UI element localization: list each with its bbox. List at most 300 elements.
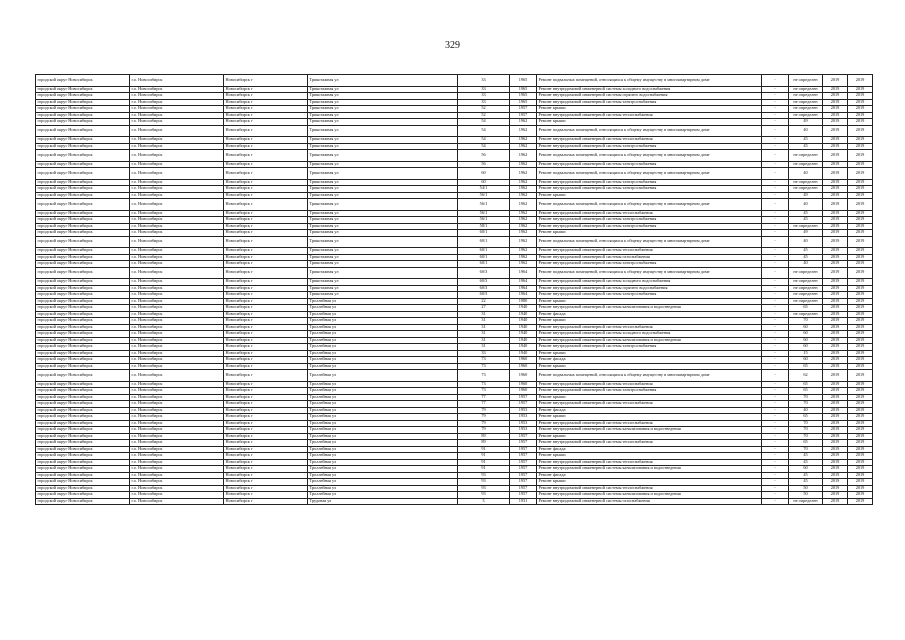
street-cell: Троллейная ул [308,479,458,486]
year-start-cell: 2019 [823,199,848,211]
work-type-cell: Ремонт крыши [537,394,762,401]
volume-cell: 65 [789,388,823,395]
street-cell: Троллейная ул [308,453,458,460]
work-type-cell: Ремонт подвальных помещений, относящихся к общему имуществу в многоквартирном доме [537,75,762,87]
year-end-cell: 2019 [848,223,873,230]
volume-cell: 60 [789,324,823,331]
house-cell: 73 [458,357,510,364]
work-type-cell: Ремонт внутридомовой инженерной системы канализования и водоотведения [537,427,762,434]
year-cell: 1962 [510,168,537,180]
dash-cell: - [762,93,789,100]
house-cell: 73 [458,370,510,382]
street-cell: Троллейная ул [308,311,458,318]
house-cell: 93 [458,485,510,492]
volume-cell: 49 [789,230,823,237]
work-type-cell: Ремонт подвальных помещений, относящихся к общему имуществу в многоквартирном доме [537,168,762,180]
municipality-cell: городской округ Новосибирск [36,305,130,312]
work-type-cell: Ремонт внутридомовой инженерной системы горячего водоснабжения [537,93,762,100]
dash-cell: - [762,433,789,440]
year-end-cell: 2019 [848,370,873,382]
municipality-cell: городской округ Новосибирск [36,179,130,186]
work-type-cell: Ремонт внутридомовой инженерной системы теплоснабжения [537,324,762,331]
house-cell: 79 [458,414,510,421]
dash-cell: - [762,337,789,344]
year-cell: 1957 [510,472,537,479]
work-type-cell: Ремонт крыши [537,414,762,421]
year-start-cell: 2019 [823,150,848,162]
street-cell: Троллейная ул [308,331,458,338]
work-type-cell: Ремонт крыши [537,318,762,325]
work-type-cell: Ремонт внутридомовой инженерной системы теплоснабжения [537,459,762,466]
settlement-cell: Новосибирск г [224,472,308,479]
dash-cell: - [762,394,789,401]
volume-cell: не определен [789,179,823,186]
year-start-cell: 2019 [823,498,848,505]
street-cell: Трикотажная ул [308,279,458,286]
street-cell: Трикотажная ул [308,210,458,217]
district-cell: г.о. Новосибирск [130,370,224,382]
municipality-cell: городской округ Новосибирск [36,344,130,351]
work-type-cell: Ремонт внутридомовой инженерной системы газоснабжения [537,498,762,505]
dash-cell: - [762,223,789,230]
settlement-cell: Новосибирск г [224,150,308,162]
settlement-cell: Новосибирск г [224,350,308,357]
street-cell: Троллейная ул [308,363,458,370]
settlement-cell: Новосибирск г [224,179,308,186]
municipality-cell: городской округ Новосибирск [36,370,130,382]
volume-cell: 62 [789,370,823,382]
settlement-cell: Новосибирск г [224,427,308,434]
municipality-cell: городской округ Новосибирск [36,381,130,388]
municipality-cell: городской округ Новосибирск [36,394,130,401]
house-cell: 79 [458,420,510,427]
works-table [35,74,873,505]
year-cell: 1957 [510,433,537,440]
municipality-cell: городской округ Новосибирск [36,285,130,292]
year-end-cell: 2019 [848,492,873,499]
dash-cell: - [762,292,789,299]
dash-cell: - [762,453,789,460]
dash-cell: - [762,407,789,414]
municipality-cell: городской округ Новосибирск [36,324,130,331]
district-cell: г.о. Новосибирск [130,254,224,261]
house-cell: 60/1 [458,261,510,268]
dash-cell: - [762,285,789,292]
street-cell: Троллейная ул [308,433,458,440]
volume-cell: 45 [789,248,823,255]
year-start-cell: 2019 [823,236,848,248]
year-cell: 1962 [510,192,537,199]
year-start-cell: 2019 [823,292,848,299]
municipality-cell: городской округ Новосибирск [36,106,130,113]
year-start-cell: 2019 [823,440,848,447]
house-cell: 77 [458,394,510,401]
district-cell: г.о. Новосибирск [130,331,224,338]
work-type-cell: Ремонт крыши [537,479,762,486]
street-cell: Троллейная ул [308,414,458,421]
district-cell: г.о. Новосибирск [130,498,224,505]
district-cell: г.о. Новосибирск [130,267,224,279]
year-start-cell: 2019 [823,125,848,137]
work-type-cell: Ремонт внутридомовой инженерной системы теплоснабжения [537,210,762,217]
year-cell: 1940 [510,337,537,344]
volume-cell: не определен [789,161,823,168]
municipality-cell: городской округ Новосибирск [36,186,130,193]
work-type-cell: Ремонт внутридомовой инженерной системы теплоснабжения [537,485,762,492]
district-cell: г.о. Новосибирск [130,150,224,162]
district-cell: г.о. Новосибирск [130,230,224,237]
dash-cell: - [762,344,789,351]
house-cell: 73 [458,388,510,395]
table-row [36,75,873,87]
municipality-cell: городской округ Новосибирск [36,331,130,338]
table-row [36,370,873,382]
house-cell: 54/1 [458,186,510,193]
municipality-cell: городской округ Новосибирск [36,459,130,466]
district-cell: г.о. Новосибирск [130,311,224,318]
volume-cell: 65 [789,381,823,388]
street-cell: Трикотажная ул [308,292,458,299]
dash-cell: - [762,75,789,87]
year-end-cell: 2019 [848,324,873,331]
dash-cell: - [762,363,789,370]
year-cell: 1931 [510,498,537,505]
year-cell: 1940 [510,305,537,312]
year-start-cell: 2019 [823,466,848,473]
volume-cell: не определен [789,186,823,193]
street-cell: Троллейная ул [308,337,458,344]
year-end-cell: 2019 [848,350,873,357]
year-cell: 1962 [510,199,537,211]
settlement-cell: Новосибирск г [224,99,308,106]
district-cell: г.о. Новосибирск [130,161,224,168]
house-cell: 91 [458,459,510,466]
volume-cell: не определен [789,279,823,286]
work-type-cell: Ремонт внутридомовой инженерной системы электроснабжения [537,179,762,186]
municipality-cell: городской округ Новосибирск [36,161,130,168]
year-end-cell: 2019 [848,466,873,473]
volume-cell: 65 [789,363,823,370]
municipality-cell: городской округ Новосибирск [36,388,130,395]
municipality-cell: городской округ Новосибирск [36,311,130,318]
year-cell: 1962 [510,210,537,217]
year-cell: 1960 [510,388,537,395]
year-start-cell: 2019 [823,298,848,305]
district-cell: г.о. Новосибирск [130,427,224,434]
street-cell: Троллейная ул [308,420,458,427]
volume-cell: 45 [789,459,823,466]
year-end-cell: 2019 [848,137,873,144]
dash-cell: - [762,143,789,150]
street-cell: Трикотажная ул [308,186,458,193]
year-cell: 1960 [510,363,537,370]
dash-cell: - [762,459,789,466]
house-cell: 31 [458,331,510,338]
volume-cell: 70 [789,394,823,401]
municipality-cell: городской округ Новосибирск [36,217,130,224]
street-cell: Трикотажная ул [308,267,458,279]
table-row [36,168,873,180]
dash-cell: - [762,267,789,279]
house-cell: 56/1 [458,199,510,211]
district-cell: г.о. Новосибирск [130,485,224,492]
year-start-cell: 2019 [823,381,848,388]
dash-cell: - [762,485,789,492]
year-end-cell: 2019 [848,150,873,162]
year-start-cell: 2019 [823,210,848,217]
work-type-cell: Ремонт внутридомовой инженерной системы теплоснабжения [537,420,762,427]
street-cell: Трикотажная ул [308,161,458,168]
volume-cell: 45 [789,210,823,217]
dash-cell: - [762,498,789,505]
street-cell: Троллейная ул [308,394,458,401]
work-type-cell: Ремонт внутридомовой инженерной системы электроснабжения [537,292,762,299]
year-end-cell: 2019 [848,440,873,447]
work-type-cell: Ремонт крыши [537,453,762,460]
dash-cell: - [762,279,789,286]
work-type-cell: Ремонт внутридомовой инженерной системы электроснабжения [537,223,762,230]
volume-cell: 45 [789,143,823,150]
dash-cell: - [762,106,789,113]
work-type-cell: Ремонт внутридомовой инженерной системы электроснабжения [537,161,762,168]
work-type-cell: Ремонт внутридомовой инженерной системы электроснабжения [537,186,762,193]
work-type-cell: Ремонт внутридомовой инженерной системы теплоснабжения [537,381,762,388]
year-cell: 1962 [510,230,537,237]
dash-cell: - [762,446,789,453]
dash-cell: - [762,230,789,237]
settlement-cell: Новосибирск г [224,86,308,93]
work-type-cell: Ремонт внутридомовой инженерной системы холодного водоснабжения [537,86,762,93]
dash-cell: - [762,440,789,447]
dash-cell: - [762,479,789,486]
dash-cell: - [762,401,789,408]
year-cell: 1962 [510,236,537,248]
year-cell: 1957 [510,401,537,408]
page-number: 329 [445,40,460,51]
street-cell: Трикотажная ул [308,236,458,248]
house-cell: 33 [458,75,510,87]
district-cell: г.о. Новосибирск [130,479,224,486]
municipality-cell: городской округ Новосибирск [36,199,130,211]
year-end-cell: 2019 [848,472,873,479]
district-cell: г.о. Новосибирск [130,248,224,255]
year-start-cell: 2019 [823,161,848,168]
municipality-cell: городской округ Новосибирск [36,248,130,255]
dash-cell: - [762,492,789,499]
year-end-cell: 2019 [848,192,873,199]
work-type-cell: Ремонт внутридомовой инженерной системы электроснабжения [537,344,762,351]
dash-cell: - [762,161,789,168]
house-cell: 79 [458,427,510,434]
municipality-cell: городской округ Новосибирск [36,150,130,162]
settlement-cell: Новосибирск г [224,459,308,466]
year-cell: 1940 [510,311,537,318]
street-cell: Троллейная ул [308,466,458,473]
year-start-cell: 2019 [823,357,848,364]
year-start-cell: 2019 [823,318,848,325]
house-cell: 54 [458,119,510,126]
year-start-cell: 2019 [823,344,848,351]
table-row [36,199,873,211]
dash-cell: - [762,236,789,248]
work-type-cell: Ремонт внутридомовой инженерной системы электроснабжения [537,217,762,224]
municipality-cell: городской округ Новосибирск [36,479,130,486]
volume-cell: не определен [789,112,823,119]
house-cell: 60/3 [458,292,510,299]
street-cell: Троллейная ул [308,318,458,325]
district-cell: г.о. Новосибирск [130,459,224,466]
settlement-cell: Новосибирск г [224,217,308,224]
work-type-cell: Ремонт внутридомовой инженерной системы электроснабжения [537,99,762,106]
year-end-cell: 2019 [848,344,873,351]
volume-cell: не определен [789,86,823,93]
district-cell: г.о. Новосибирск [130,298,224,305]
settlement-cell: Новосибирск г [224,279,308,286]
street-cell: Трикотажная ул [308,112,458,119]
district-cell: г.о. Новосибирск [130,186,224,193]
volume-cell: не определен [789,311,823,318]
settlement-cell: Новосибирск г [224,305,308,312]
work-type-cell: Ремонт внутридомовой инженерной системы теплоснабжения [537,248,762,255]
house-cell: 56 [458,161,510,168]
year-end-cell: 2019 [848,230,873,237]
settlement-cell: Новосибирск г [224,106,308,113]
district-cell: г.о. Новосибирск [130,305,224,312]
work-type-cell: Ремонт внутридомовой инженерной системы теплоснабжения [537,440,762,447]
year-start-cell: 2019 [823,86,848,93]
dash-cell: - [762,414,789,421]
district-cell: г.о. Новосибирск [130,324,224,331]
settlement-cell: Новосибирск г [224,161,308,168]
year-cell: 1962 [510,179,537,186]
municipality-cell: городской округ Новосибирск [36,112,130,119]
year-start-cell: 2019 [823,223,848,230]
district-cell: г.о. Новосибирск [130,407,224,414]
municipality-cell: городской округ Новосибирск [36,192,130,199]
volume-cell: не определен [789,292,823,299]
year-end-cell: 2019 [848,254,873,261]
year-cell: 1957 [510,106,537,113]
work-type-cell: Ремонт фасада [537,311,762,318]
year-cell: 1980 [510,298,537,305]
table-row [36,267,873,279]
work-type-cell: Ремонт подвальных помещений, относящихся к общему имуществу в многоквартирном доме [537,125,762,137]
year-cell: 1965 [510,75,537,87]
municipality-cell: городской округ Новосибирск [36,446,130,453]
volume-cell: 45 [789,472,823,479]
house-cell: 56/1 [458,210,510,217]
dash-cell: - [762,137,789,144]
work-type-cell: Ремонт крыши [537,298,762,305]
dash-cell: - [762,210,789,217]
settlement-cell: Новосибирск г [224,186,308,193]
year-cell: 1957 [510,492,537,499]
settlement-cell: Новосибирск г [224,318,308,325]
dash-cell: - [762,199,789,211]
street-cell: Трикотажная ул [308,125,458,137]
volume-cell: 49 [789,119,823,126]
dash-cell: - [762,324,789,331]
work-type-cell: Ремонт фасада [537,472,762,479]
volume-cell: 40 [789,236,823,248]
street-cell: Троллейная ул [308,388,458,395]
year-start-cell: 2019 [823,492,848,499]
year-end-cell: 2019 [848,381,873,388]
house-cell: 31 [458,337,510,344]
year-end-cell: 2019 [848,363,873,370]
year-start-cell: 2019 [823,414,848,421]
work-type-cell: Ремонт внутридомовой инженерной системы холодного водоснабжения [537,331,762,338]
street-cell: Троллейная ул [308,401,458,408]
volume-cell: 70 [789,433,823,440]
municipality-cell: городской округ Новосибирск [36,363,130,370]
work-type-cell: Ремонт внутридомовой инженерной системы теплоснабжения [537,112,762,119]
district-cell: г.о. Новосибирск [130,363,224,370]
settlement-cell: Новосибирск г [224,388,308,395]
settlement-cell: Новосибирск г [224,363,308,370]
settlement-cell: Новосибирск г [224,112,308,119]
year-cell: 1964 [510,279,537,286]
year-start-cell: 2019 [823,472,848,479]
volume-cell: 50 [789,492,823,499]
settlement-cell: Новосибирск г [224,324,308,331]
year-start-cell: 2019 [823,331,848,338]
year-cell: 1962 [510,125,537,137]
settlement-cell: Новосибирск г [224,498,308,505]
year-end-cell: 2019 [848,86,873,93]
house-cell: 60/1 [458,236,510,248]
house-cell: 60/3 [458,279,510,286]
house-cell: 60/1 [458,254,510,261]
year-start-cell: 2019 [823,99,848,106]
dash-cell: - [762,112,789,119]
year-cell: 1964 [510,267,537,279]
street-cell: Трикотажная ул [308,217,458,224]
municipality-cell: городской округ Новосибирск [36,93,130,100]
house-cell: 77 [458,401,510,408]
settlement-cell: Новосибирск г [224,440,308,447]
street-cell: Трикотажная ул [308,192,458,199]
year-end-cell: 2019 [848,199,873,211]
district-cell: г.о. Новосибирск [130,125,224,137]
municipality-cell: городской округ Новосибирск [36,498,130,505]
year-cell: 1962 [510,137,537,144]
work-type-cell: Ремонт внутридомовой инженерной системы газоснабжения [537,254,762,261]
year-cell: 1960 [510,370,537,382]
settlement-cell: Новосибирск г [224,210,308,217]
year-start-cell: 2019 [823,420,848,427]
year-end-cell: 2019 [848,427,873,434]
year-end-cell: 2019 [848,179,873,186]
settlement-cell: Новосибирск г [224,261,308,268]
dash-cell: - [762,186,789,193]
settlement-cell: Новосибирск г [224,381,308,388]
district-cell: г.о. Новосибирск [130,318,224,325]
year-end-cell: 2019 [848,99,873,106]
district-cell: г.о. Новосибирск [130,292,224,299]
year-end-cell: 2019 [848,394,873,401]
work-type-cell: Ремонт крыши [537,363,762,370]
settlement-cell: Новосибирск г [224,394,308,401]
volume-cell: 45 [789,217,823,224]
year-end-cell: 2019 [848,186,873,193]
district-cell: г.о. Новосибирск [130,388,224,395]
year-cell: 1957 [510,459,537,466]
district-cell: г.о. Новосибирск [130,344,224,351]
year-end-cell: 2019 [848,267,873,279]
year-start-cell: 2019 [823,230,848,237]
table-row [36,498,873,505]
